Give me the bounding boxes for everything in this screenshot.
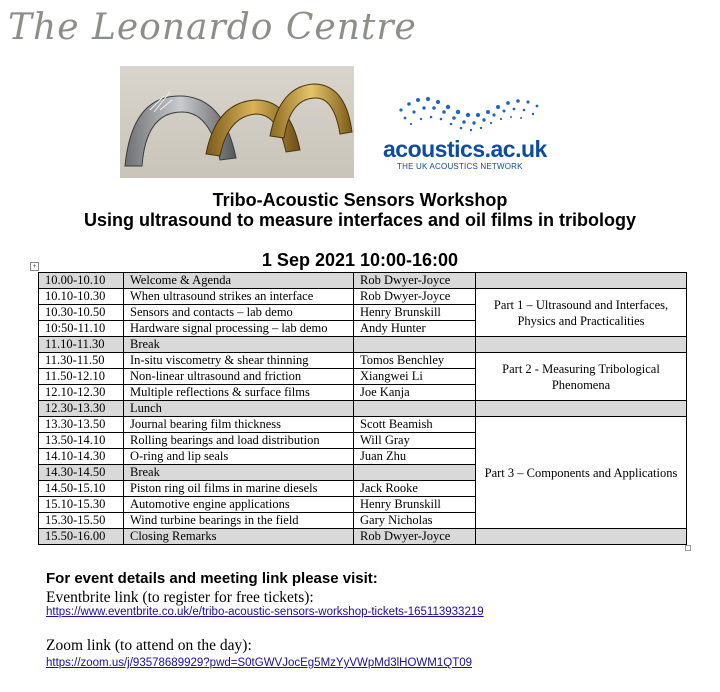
session-speaker: Andy Hunter	[354, 321, 476, 337]
session-title: Automotive engine applications	[124, 497, 354, 513]
session-title: When ultrasound strikes an interface	[124, 289, 354, 305]
session-title: Sensors and contacts – lab demo	[124, 305, 354, 321]
part-cell-empty	[476, 529, 687, 545]
session-title: Non-linear ultrasound and friction	[124, 369, 354, 385]
table-row	[39, 289, 687, 305]
session-title: Piston ring oil films in marine diesels	[124, 481, 354, 497]
session-time: 10.10-10.30	[39, 289, 124, 305]
session-time: 15.30-15.50	[39, 513, 124, 529]
table-row	[39, 337, 687, 353]
acoustics-network-logo	[383, 88, 553, 170]
session-speaker: Henry Brunskill	[354, 497, 476, 513]
session-title: Welcome & Agenda	[124, 273, 354, 289]
workshop-title: Tribo-Acoustic Sensors Workshop	[212, 190, 508, 210]
part-cell-empty	[476, 337, 687, 353]
session-time: 12.10-12.30	[39, 385, 124, 401]
session-time: 10.00-10.10	[39, 273, 124, 289]
session-title: Break	[124, 337, 354, 353]
session-speaker: Xiangwei Li	[354, 369, 476, 385]
session-time: 14.50-15.10	[39, 481, 124, 497]
table-row	[39, 273, 687, 289]
table-row	[39, 353, 687, 369]
session-title: Rolling bearings and load distribution	[124, 433, 354, 449]
bearing-shells-illustration	[120, 66, 354, 178]
session-title: Hardware signal processing – lab demo	[124, 321, 354, 337]
session-time: 11.10-11.30	[39, 337, 124, 353]
session-time: 14.10-14.30	[39, 449, 124, 465]
session-speaker: Jack Rooke	[354, 481, 476, 497]
eventbrite-label: Eventbrite link (to register for free tickets):	[46, 589, 314, 606]
session-time: 15.50-16.00	[39, 529, 124, 545]
session-title: Wind turbine bearings in the field	[124, 513, 354, 529]
part-3-label: Part 3 – Components and Applications	[476, 417, 687, 529]
session-time: 14.30-14.50	[39, 465, 124, 481]
session-time: 12.30-13.30	[39, 401, 124, 417]
session-time: 10:50-11.10	[39, 321, 124, 337]
acoustics-logo-text: acoustics.ac.uk	[383, 136, 547, 162]
session-speaker: Will Gray	[354, 433, 476, 449]
session-speaker: Joe Kanja	[354, 385, 476, 401]
session-title: In-situ viscometry & shear thinning	[124, 353, 354, 369]
bearing-shells-photo	[120, 66, 354, 178]
zoom-label: Zoom link (to attend on the day):	[46, 637, 252, 654]
eventbrite-link[interactable]: https://www.eventbrite.co.uk/e/tribo-acoustic-sensors-workshop-tickets-165113933219	[46, 606, 484, 618]
session-title: Break	[124, 465, 354, 481]
session-speaker: Gary Nicholas	[354, 513, 476, 529]
table-row	[39, 529, 687, 545]
session-time: 10.30-10.50	[39, 305, 124, 321]
sound-wave-dots-icon	[383, 88, 553, 136]
table-row	[39, 401, 687, 417]
session-title: Closing Remarks	[124, 529, 354, 545]
table-move-handle-icon[interactable]: +	[30, 262, 39, 271]
session-speaker: Henry Brunskill	[354, 305, 476, 321]
session-title: Multiple reflections & surface films	[124, 385, 354, 401]
workshop-subtitle: Using ultrasound to measure interfaces and oil films in tribology	[83, 210, 637, 230]
session-title: Journal bearing film thickness	[124, 417, 354, 433]
part-1-label: Part 1 – Ultrasound and Interfaces, Physics and Practicalities	[476, 289, 687, 337]
session-title: Lunch	[124, 401, 354, 417]
acoustics-logo-tagline: THE UK ACOUSTICS NETWORK	[397, 162, 523, 171]
session-time: 13.50-14.10	[39, 433, 124, 449]
session-speaker: Rob Dwyer-Joyce	[354, 289, 476, 305]
session-time: 11.50-12.10	[39, 369, 124, 385]
session-speaker: Rob Dwyer-Joyce	[354, 529, 476, 545]
session-title: O-ring and lip seals	[124, 449, 354, 465]
schedule-table	[38, 272, 687, 545]
session-speaker: Rob Dwyer-Joyce	[354, 273, 476, 289]
part-cell-empty	[476, 401, 687, 417]
part-2-label: Part 2 - Measuring Tribological Phenomena	[476, 353, 687, 401]
session-time: 15.10-15.30	[39, 497, 124, 513]
session-time: 11.30-11.50	[39, 353, 124, 369]
session-speaker	[354, 465, 476, 481]
workshop-date: 1 Sep 2021 10:00-16:00	[261, 250, 459, 270]
session-speaker	[354, 337, 476, 353]
session-speaker: Juan Zhu	[354, 449, 476, 465]
session-time: 13.30-13.50	[39, 417, 124, 433]
session-speaker: Scott Beamish	[354, 417, 476, 433]
part-cell-empty	[476, 273, 687, 289]
session-speaker	[354, 401, 476, 417]
leonardo-centre-logo: The Leonardo Centre	[8, 7, 417, 48]
session-speaker: Tomos Benchley	[354, 353, 476, 369]
zoom-link[interactable]: https://zoom.us/j/93578689929?pwd=S0tGWVJocEg5MzYyVWpMd3lHOWM1QT09	[46, 657, 473, 669]
table-resize-handle-icon[interactable]	[685, 545, 691, 551]
table-row	[39, 417, 687, 433]
event-details-heading: For event details and meeting link please visit:	[46, 570, 378, 587]
